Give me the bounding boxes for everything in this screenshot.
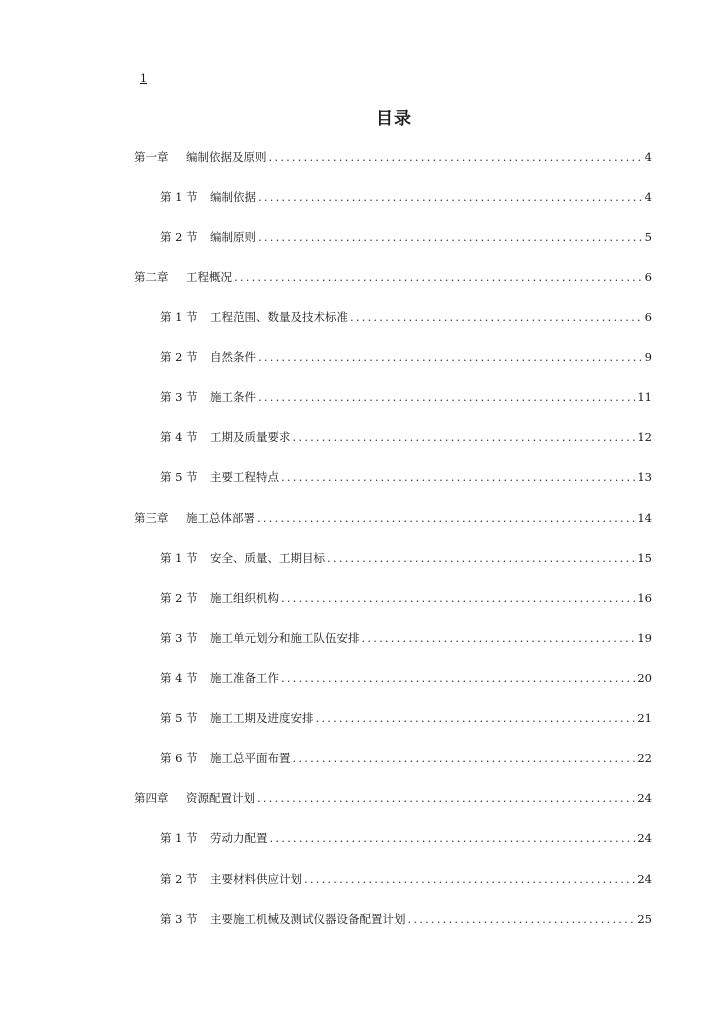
- page-ref: 25: [637, 912, 652, 926]
- dot-leader: [281, 469, 635, 485]
- toc-section[interactable]: [160, 550, 652, 566]
- page-ref: 9: [644, 350, 652, 364]
- dot-leader: [293, 429, 636, 445]
- section-label: 第 5 节: [160, 470, 198, 484]
- section-label: 第 1 节: [160, 551, 198, 565]
- section-title: 编制原则: [210, 230, 256, 244]
- section-label: 第 1 节: [160, 831, 198, 845]
- section-label: 第 1 节: [160, 190, 198, 204]
- toc-chapter[interactable]: [134, 510, 652, 526]
- section-label: 第 2 节: [160, 591, 198, 605]
- section-title: 施工总平面布置: [210, 751, 291, 765]
- dot-leader: [257, 510, 635, 526]
- section-title: 施工单元划分和施工队伍安排: [210, 631, 360, 645]
- toc-section[interactable]: [160, 830, 652, 846]
- page-ref: 24: [637, 831, 652, 845]
- section-label: 第 3 节: [160, 631, 198, 645]
- section-label: 第 4 节: [160, 430, 198, 444]
- dot-leader: [281, 590, 635, 606]
- page-ref: 6: [644, 270, 652, 284]
- dot-leader: [316, 710, 636, 726]
- dot-leader: [304, 871, 635, 887]
- section-title: 编制依据: [210, 190, 256, 204]
- page-ref: 19: [637, 631, 652, 645]
- dot-leader: [327, 550, 635, 566]
- page-ref: 15: [637, 551, 652, 565]
- section-title: 施工工期及进度安排: [210, 711, 314, 725]
- section-title: 主要工程特点: [210, 470, 279, 484]
- section-label: 第 2 节: [160, 230, 198, 244]
- toc-section[interactable]: [160, 630, 652, 646]
- toc-section[interactable]: [160, 750, 652, 766]
- section-title: 施工组织机构: [210, 591, 279, 605]
- dot-leader: [234, 269, 642, 285]
- section-label: 第 1 节: [160, 310, 198, 324]
- chapter-title: 工程概况: [186, 270, 232, 284]
- chapter-title: 编制依据及原则: [186, 150, 267, 164]
- chapter-label: 第三章: [134, 511, 169, 525]
- dot-leader: [258, 189, 642, 205]
- toc-section[interactable]: [160, 349, 652, 365]
- toc-section[interactable]: [160, 911, 652, 927]
- toc-section[interactable]: [160, 389, 652, 405]
- dot-leader: [293, 750, 636, 766]
- section-label: 第 5 节: [160, 711, 198, 725]
- dot-leader: [350, 309, 642, 325]
- section-title: 工程范围、数量及技术标准: [210, 310, 348, 324]
- chapter-label: 第一章: [134, 150, 169, 164]
- page-ref: 4: [644, 190, 652, 204]
- section-label: 第 4 节: [160, 671, 198, 685]
- section-title: 劳动力配置: [210, 831, 268, 845]
- page-ref: 6: [644, 310, 652, 324]
- section-title: 主要材料供应计划: [210, 872, 302, 886]
- toc-section[interactable]: [160, 710, 652, 726]
- page-ref: 13: [637, 470, 652, 484]
- page-number: 1: [140, 72, 147, 85]
- page-ref: 14: [637, 511, 652, 525]
- page-ref: 11: [637, 390, 652, 404]
- page-ref: 22: [637, 751, 652, 765]
- toc-section[interactable]: [160, 871, 652, 887]
- section-label: 第 2 节: [160, 872, 198, 886]
- section-label: 第 3 节: [160, 912, 198, 926]
- chapter-title: 资源配置计划: [186, 791, 255, 805]
- dot-leader: [270, 830, 636, 846]
- toc-chapter[interactable]: [134, 149, 652, 165]
- section-title: 安全、质量、工期目标: [210, 551, 325, 565]
- section-title: 自然条件: [210, 350, 256, 364]
- page-ref: 12: [637, 430, 652, 444]
- dot-leader: [362, 630, 636, 646]
- page-ref: 24: [637, 791, 652, 805]
- dot-leader: [269, 149, 643, 165]
- page-ref: 4: [644, 150, 652, 164]
- chapter-label: 第二章: [134, 270, 169, 284]
- dot-leader: [258, 229, 642, 245]
- page-ref: 20: [637, 671, 652, 685]
- toc-section[interactable]: [160, 189, 652, 205]
- page-ref: 21: [637, 711, 652, 725]
- toc-section[interactable]: [160, 229, 652, 245]
- section-title: 主要施工机械及测试仪器设备配置计划: [210, 912, 406, 926]
- toc-section[interactable]: [160, 469, 652, 485]
- dot-leader: [258, 389, 635, 405]
- toc-section[interactable]: [160, 590, 652, 606]
- toc-section[interactable]: [160, 309, 652, 325]
- toc-section[interactable]: [160, 670, 652, 686]
- dot-leader: [257, 790, 635, 806]
- dot-leader: [258, 349, 642, 365]
- section-title: 施工条件: [210, 390, 256, 404]
- dot-leader: [281, 670, 635, 686]
- page-ref: 16: [637, 591, 652, 605]
- chapter-label: 第四章: [134, 791, 169, 805]
- section-title: 施工准备工作: [210, 671, 279, 685]
- page-ref: 24: [637, 872, 652, 886]
- dot-leader: [408, 911, 636, 927]
- toc-section[interactable]: [160, 429, 652, 445]
- page-ref: 5: [644, 230, 652, 244]
- toc-title: 目录: [376, 109, 412, 129]
- section-label: 第 6 节: [160, 751, 198, 765]
- section-title: 工期及质量要求: [210, 430, 291, 444]
- toc-chapter[interactable]: [134, 269, 652, 285]
- section-label: 第 3 节: [160, 390, 198, 404]
- chapter-title: 施工总体部署: [186, 511, 255, 525]
- toc-chapter[interactable]: [134, 790, 652, 806]
- section-label: 第 2 节: [160, 350, 198, 364]
